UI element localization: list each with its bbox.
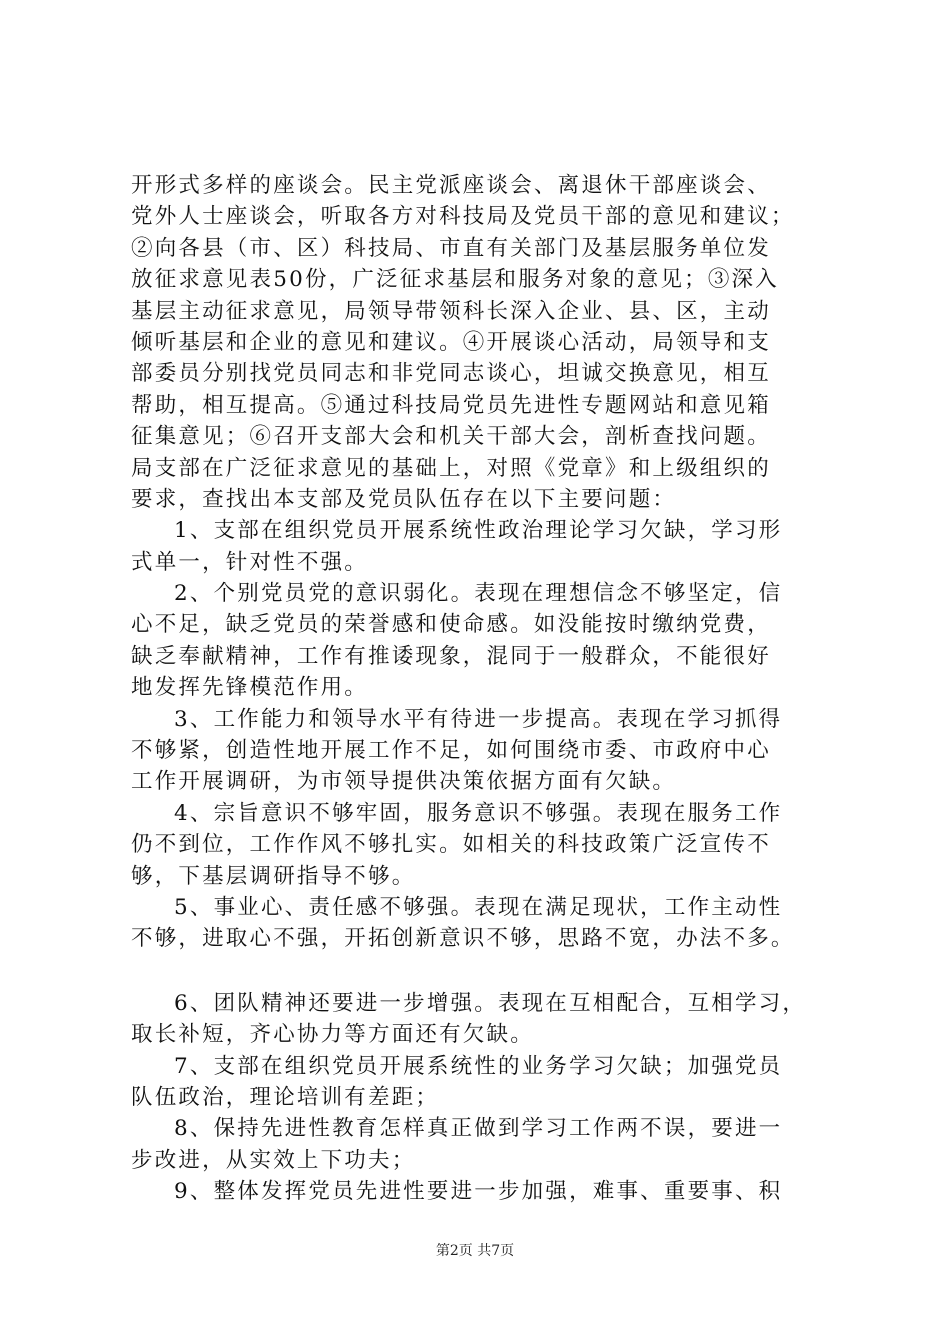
list-item-2-line: 地发挥先锋模范作用。 xyxy=(131,675,369,701)
list-item-6-line: 取长补短，齐心协力等方面还有欠缺。 xyxy=(131,1022,534,1048)
body-line: 征集意见；⑥召开支部大会和机关干部大会，剖析查找问题。 xyxy=(131,424,771,450)
document-body xyxy=(131,170,837,1208)
list-item-4-line: 仍不到位，工作作风不够扎实。如相关的科技政策广泛宣传不 xyxy=(131,832,771,858)
body-line: 帮助，相互提高。⑤通过科技局党员先进性专题网站和意见箱 xyxy=(131,392,771,418)
body-line: 倾听基层和企业的意见和建议。④开展谈心活动，局领导和支 xyxy=(131,329,771,355)
list-item-5-line: 不够，进取心不强，开拓创新意识不够，思路不宽，办法不多。 xyxy=(131,926,795,952)
body-line: 局支部在广泛征求意见的基础上，对照《党章》和上级组织的 xyxy=(131,455,771,481)
list-item-3-line: 不够紧，创造性地开展工作不足，如何围绕市委、市政府中心 xyxy=(131,738,771,764)
body-line: ②向各县（市、区）科技局、市直有关部门及基层服务单位发 xyxy=(131,235,771,261)
list-item-8-line: 8、保持先进性教育怎样真正做到学习工作两不误，要进一 xyxy=(174,1116,783,1142)
list-item-7-line: 7、支部在组织党员开展系统性的业务学习欠缺；加强党员 xyxy=(174,1053,783,1079)
body-line: 放征求意见表50份，广泛征求基层和服务对象的意见；③深入 xyxy=(131,267,779,293)
body-line: 要求，查找出本支部及党员队伍存在以下主要问题： xyxy=(131,486,677,512)
body-line: 开形式多样的座谈会。民主党派座谈会、离退休干部座谈会、 xyxy=(131,173,771,198)
list-item-4-line: 4、宗旨意识不够牢固，服务意识不够强。表现在服务工作 xyxy=(174,800,783,826)
list-item-2-line: 心不足，缺乏党员的荣誉感和使命感。如没能按时缴纳党费， xyxy=(131,612,771,638)
list-item-1-line: 式单一，针对性不强。 xyxy=(131,549,369,575)
paragraph-gap xyxy=(131,955,837,988)
list-item-3-line: 工作开展调研，为市领导提供决策依据方面有欠缺。 xyxy=(131,769,677,795)
page-footer: 第2页 共7页 xyxy=(435,1243,515,1259)
list-item-6-line: 6、团队精神还要进一步增强。表现在互相配合，互相学习， xyxy=(174,990,807,1016)
list-item-4-line: 够，下基层调研指导不够。 xyxy=(131,863,416,889)
list-item-8-line: 步改进，从实效上下功夫； xyxy=(131,1147,416,1173)
list-item-1-line: 1、支部在组织党员开展系统性政治理论学习欠缺，学习形 xyxy=(174,518,783,544)
list-item-2-line: 2、个别党员党的意识弱化。表现在理想信念不够坚定，信 xyxy=(174,581,783,607)
list-item-2-line: 缺乏奉献精神，工作有推诿现象，混同于一般群众，不能很好 xyxy=(131,643,771,669)
list-item-7-line: 队伍政治，理论培训有差距； xyxy=(131,1084,440,1110)
list-item-5-line: 5、事业心、责任感不够强。表现在满足现状，工作主动性 xyxy=(174,894,783,920)
body-line: 基层主动征求意见，局领导带领科长深入企业、县、区，主动 xyxy=(131,298,771,324)
body-line: 部委员分别找党员同志和非党同志谈心，坦诚交换意见，相互 xyxy=(131,361,771,387)
list-item-9-line: 9、整体发挥党员先进性要进一步加强，难事、重要事、积 xyxy=(174,1179,783,1205)
list-item-3-line: 3、工作能力和领导水平有待进一步提高。表现在学习抓得 xyxy=(174,706,783,732)
body-line: 党外人士座谈会，听取各方对科技局及党员干部的意见和建议； xyxy=(131,204,795,230)
